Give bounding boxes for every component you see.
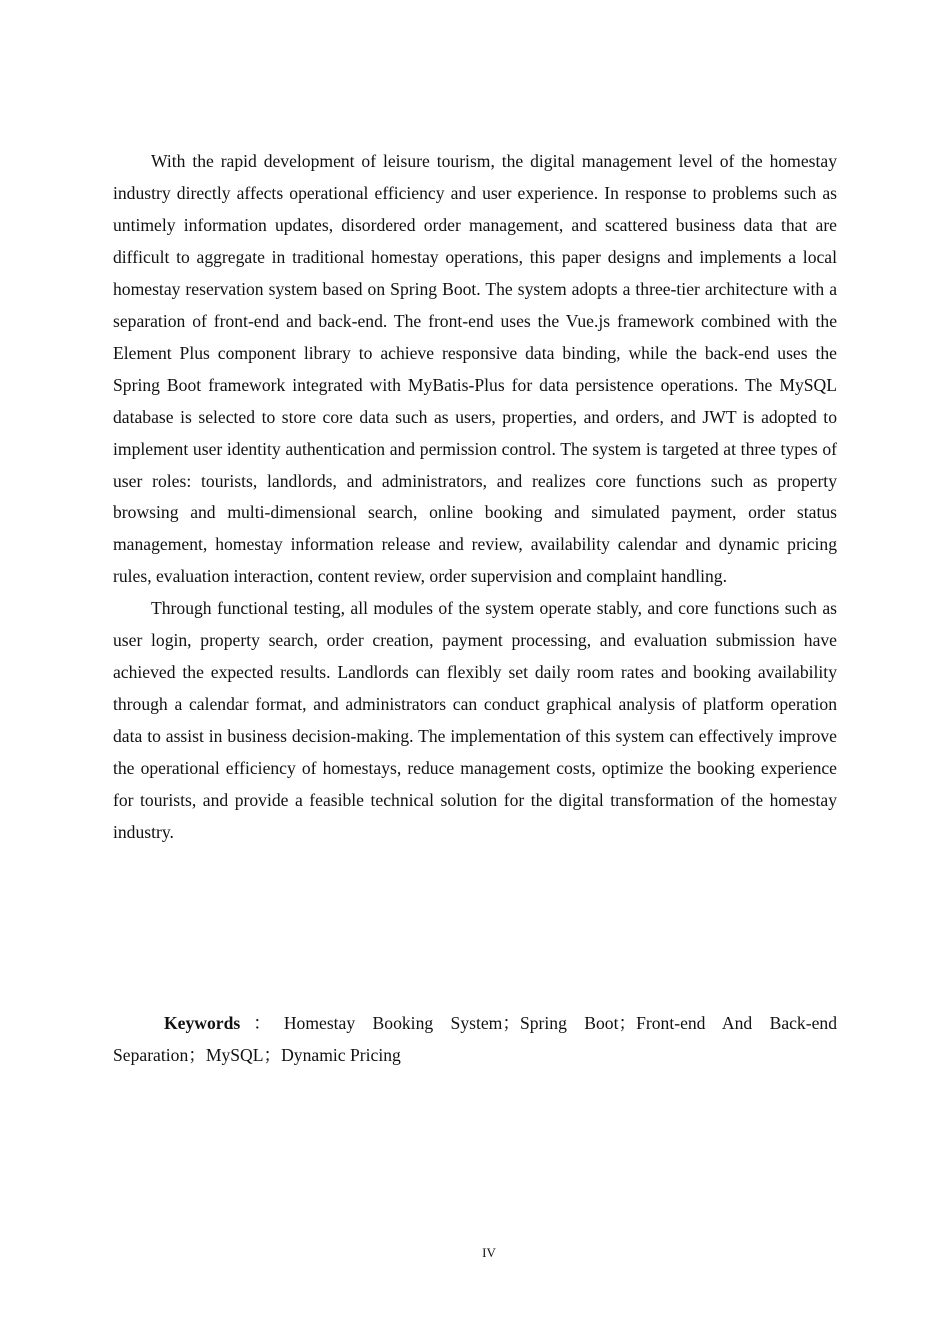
abstract-paragraph-1: With the rapid development of leisure tourism, the digital management level of the homestay industry directly affects operational efficiency and user experience. In response to problems such as untimely information updates, disordered order management, and scattered business data that are difficult to aggregate in traditional homestay operations, this paper designs and implements a local homestay reservation system based on Spring Boot. The system adopts a three-tier architecture with a separation of front-end and back-end. The front-end uses the Vue.js framework combined with the Element Plus component library to achieve responsive data binding, while the back-end uses the Spring Boot framework integrated with MyBatis-Plus for data persistence operations. The MySQL database is selected to store core data such as users, properties, and orders, and JWT is adopted to implement user identity authentication and permission control. The system is targeted at three types of user roles: tourists, landlords, and administrators, and realizes core functions such as property browsing and multi-dimensional search, online booking and simulated payment, order status management, homestay information release and review, availability calendar and dynamic pricing rules, evaluation interaction, content review, order supervision and complaint handling. <box>113 151 837 587</box>
abstract-paragraph-2: Through functional testing, all modules of the system operate stably, and core functions such as user login, property search, order creation, payment processing, and evaluation submission have achieved the expected results. Landlords can flexibly set daily room rates and booking availability through a calendar format, and administrators can conduct graphical analysis of platform operation data to assist in business decision-making. The implementation of this system can effectively improve the operational efficiency of homestays, reduce management costs, optimize the booking experience for tourists, and provide a feasible technical solution for the digital transformation of the homestay industry. <box>113 598 837 843</box>
keywords-text: Homestay Booking System；Spring Boot；Front-end And Back-end Separation；MySQL；Dynamic Pricing <box>113 1013 837 1065</box>
abstract-body <box>113 146 837 849</box>
page-number: IV <box>482 1245 496 1260</box>
keywords-separator: ： <box>240 1013 284 1033</box>
keywords-label: Keywords <box>164 1013 241 1033</box>
keywords-line <box>113 1008 837 1072</box>
